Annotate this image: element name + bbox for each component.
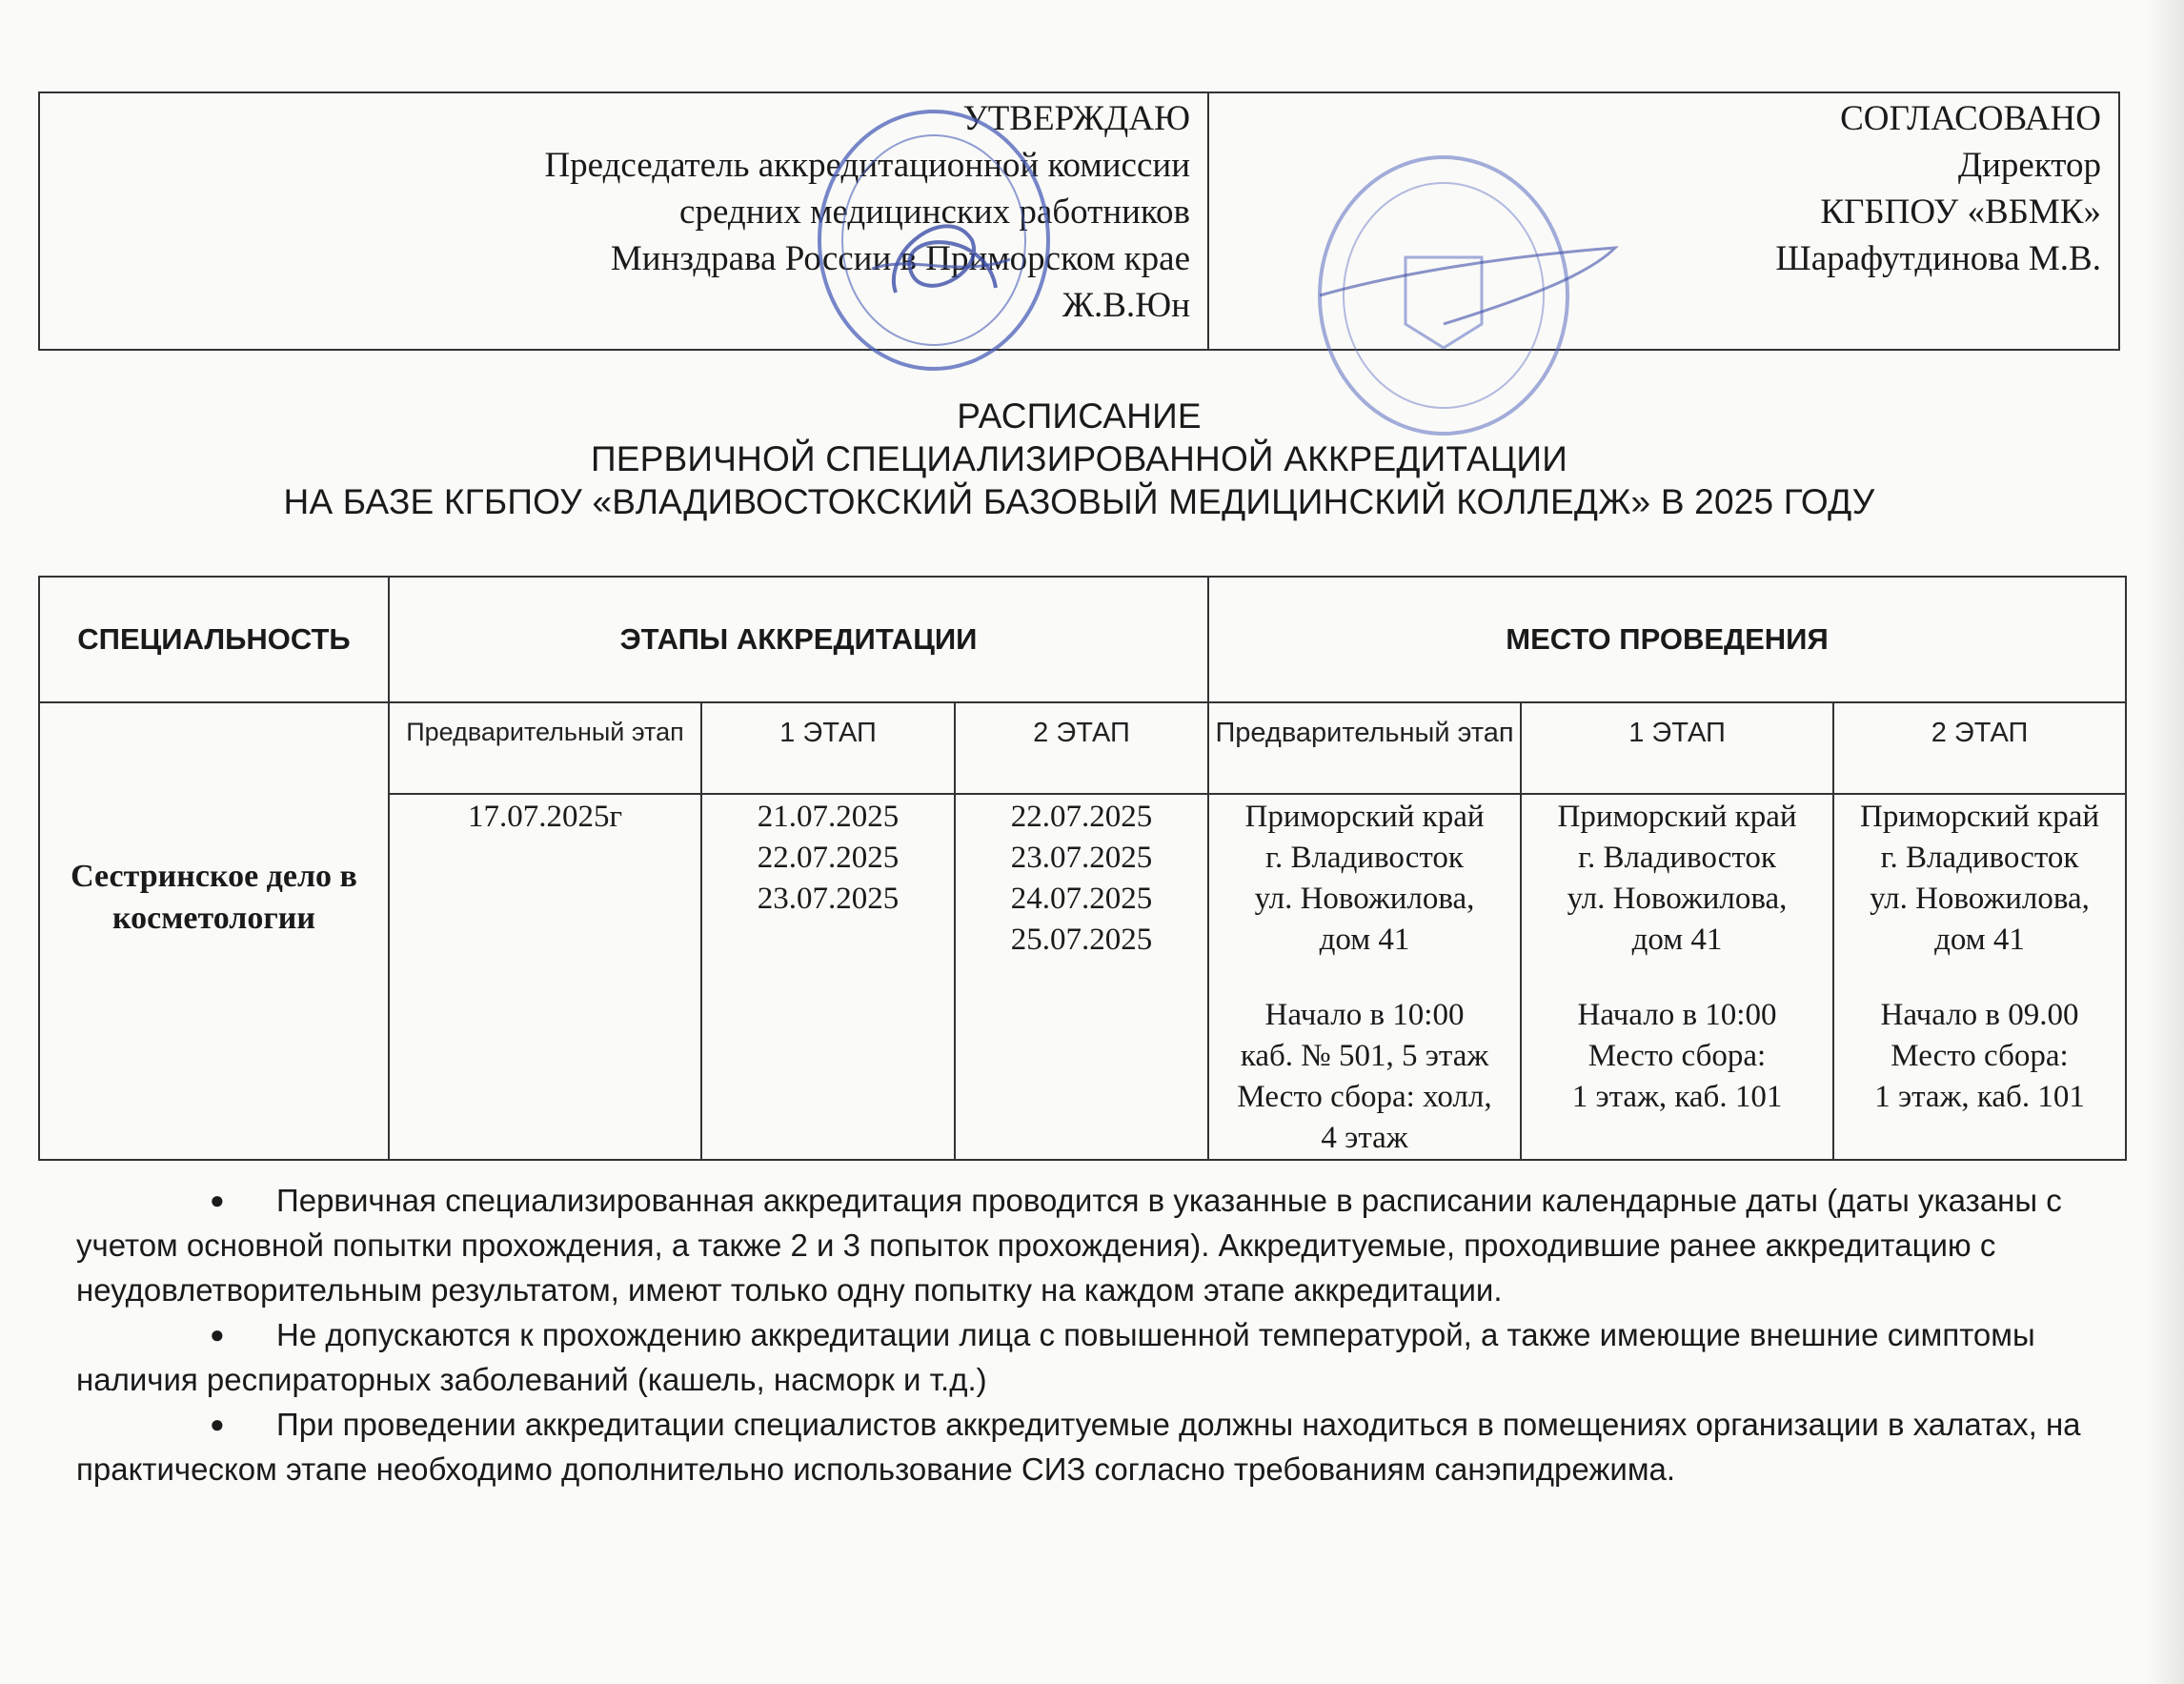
approval-left-line: средних медицинских работников [679, 193, 1190, 232]
place-line: ул. Новожилова, [1567, 882, 1788, 916]
header-place: МЕСТО ПРОВЕДЕНИЯ [1208, 577, 2126, 702]
place-line: 1 этаж, каб. 101 [1874, 1080, 2085, 1114]
title-line: РАСПИСАНИЕ [957, 396, 1202, 436]
page-edge-shadow [2146, 0, 2184, 1684]
place-spacer [1522, 961, 1832, 995]
approval-left-cell [40, 93, 1209, 349]
approval-right-line: КГБПОУ «ВБМК» [1820, 193, 2101, 232]
notes-list [76, 1178, 2087, 1491]
date-value: 25.07.2025 [1010, 923, 1153, 957]
place-line: Начало в 09.00 [1880, 998, 2079, 1032]
bullet-icon: ● [210, 1410, 225, 1438]
date-value: 24.07.2025 [1010, 882, 1153, 916]
schedule-table [38, 576, 2127, 1161]
approval-table [38, 91, 2120, 351]
approval-right-line: СОГЛАСОВАНО [1840, 99, 2101, 138]
approval-left-line: Председатель аккредитационной комиссии [544, 146, 1190, 185]
place-line: дом 41 [1934, 923, 2025, 957]
approval-right-line: Директор [1957, 146, 2101, 185]
subheader-stage1: 1 ЭТАП [701, 702, 955, 794]
place-line: г. Владивосток [1578, 841, 1776, 875]
stage2-dates-cell [955, 794, 1208, 1160]
specialty-name: Сестринское дело в косметологии [71, 859, 357, 936]
place-line: Приморский край [1557, 800, 1797, 834]
date-value: 17.07.2025г [467, 800, 623, 834]
date-value: 23.07.2025 [757, 882, 900, 916]
bullet-icon: ● [210, 1186, 225, 1214]
date-value: 22.07.2025 [1010, 800, 1153, 834]
place-spacer [1209, 961, 1520, 995]
subheader-place-stage2: 2 ЭТАП [1833, 702, 2126, 794]
note-item [76, 1178, 2087, 1312]
approval-right-cell [1209, 93, 2118, 349]
place-line: г. Владивосток [1265, 841, 1464, 875]
place-line: Место сбора: холл, [1237, 1080, 1492, 1114]
date-value: 23.07.2025 [1010, 841, 1153, 875]
approval-right-line: Шарафутдинова М.В. [1775, 239, 2101, 278]
approval-left-line: УТВЕРЖДАЮ [962, 99, 1190, 138]
subheader-stage2: 2 ЭТАП [955, 702, 1208, 794]
stage2-place-cell [1833, 794, 2126, 1160]
title-line: ПЕРВИЧНОЙ СПЕЦИАЛИЗИРОВАННОЙ АККРЕДИТАЦИИ [591, 439, 1567, 478]
note-text: При проведении аккредитации специалистов аккредитуемые должны находиться в помещениях организации в халатах, на практическом этапе необходимо дополнительно использование СИЗ согласно требованиям санэпидрежима. [76, 1407, 2081, 1487]
document-title [38, 395, 2120, 523]
note-item [76, 1312, 2087, 1402]
place-line: Начало в 10:00 [1264, 998, 1465, 1032]
approval-left-line: Минздрава России в Приморском крае [610, 239, 1190, 278]
note-text: Первичная специализированная аккредитация проводится в указанные в расписании календарные даты (даты указаны с учетом основной попытки прохождения, а также 2 и 3 попыток прохождения). Аккредитуемые, проходившие ранее аккредитацию с неудовлетворительным результатом, имеют только одну попытку на каждом этапе аккредитации. [76, 1183, 2062, 1308]
subheader-place-stage1: 1 ЭТАП [1521, 702, 1833, 794]
prelim-place-cell [1208, 794, 1521, 1160]
note-item [76, 1402, 2087, 1491]
place-line: 1 этаж, каб. 101 [1571, 1080, 1783, 1114]
place-line: ул. Новожилова, [1870, 882, 2090, 916]
date-value: 21.07.2025 [757, 800, 900, 834]
place-line: Приморский край [1860, 800, 2099, 834]
header-stages: ЭТАПЫ АККРЕДИТАЦИИ [389, 577, 1208, 702]
place-line: г. Владивосток [1880, 841, 2079, 875]
place-line: Приморский край [1244, 800, 1485, 834]
place-line: Место сбора: [1891, 1039, 2069, 1073]
place-line: дом 41 [1319, 923, 1410, 957]
place-line: Начало в 10:00 [1577, 998, 1777, 1032]
title-line: НА БАЗЕ КГБПОУ «ВЛАДИВОСТОКСКИЙ БАЗОВЫЙ МЕДИЦИНСКИЙ КОЛЛЕДЖ» В 2025 ГОДУ [283, 482, 1875, 521]
table-subheader-row [39, 702, 2126, 794]
place-line: Место сбора: [1587, 1039, 1767, 1073]
place-line: ул. Новожилова, [1254, 882, 1475, 916]
bullet-icon: ● [210, 1320, 225, 1349]
approval-left-line: Ж.В.Юн [1062, 286, 1190, 325]
place-line: каб. № 501, 5 этаж [1240, 1039, 1489, 1073]
table-header-row [39, 577, 2126, 702]
subheader-prelim: Предварительный этап [389, 702, 701, 794]
specialty-cell [39, 702, 389, 1160]
subheader-place-prelim: Предварительный этап [1208, 702, 1521, 794]
stage1-place-cell [1521, 794, 1833, 1160]
header-specialty: СПЕЦИАЛЬНОСТЬ [39, 577, 389, 702]
stage1-dates-cell [701, 794, 955, 1160]
date-value: 22.07.2025 [757, 841, 900, 875]
place-line: дом 41 [1631, 923, 1723, 957]
place-spacer [1834, 961, 2125, 995]
prelim-dates-cell [389, 794, 701, 1160]
note-text: Не допускаются к прохождению аккредитации лица с повышенной температурой, а также имеющие внешние симптомы наличия респираторных заболеваний (кашель, насморк и т.д.) [76, 1317, 2035, 1397]
place-line: 4 этаж [1321, 1121, 1408, 1155]
